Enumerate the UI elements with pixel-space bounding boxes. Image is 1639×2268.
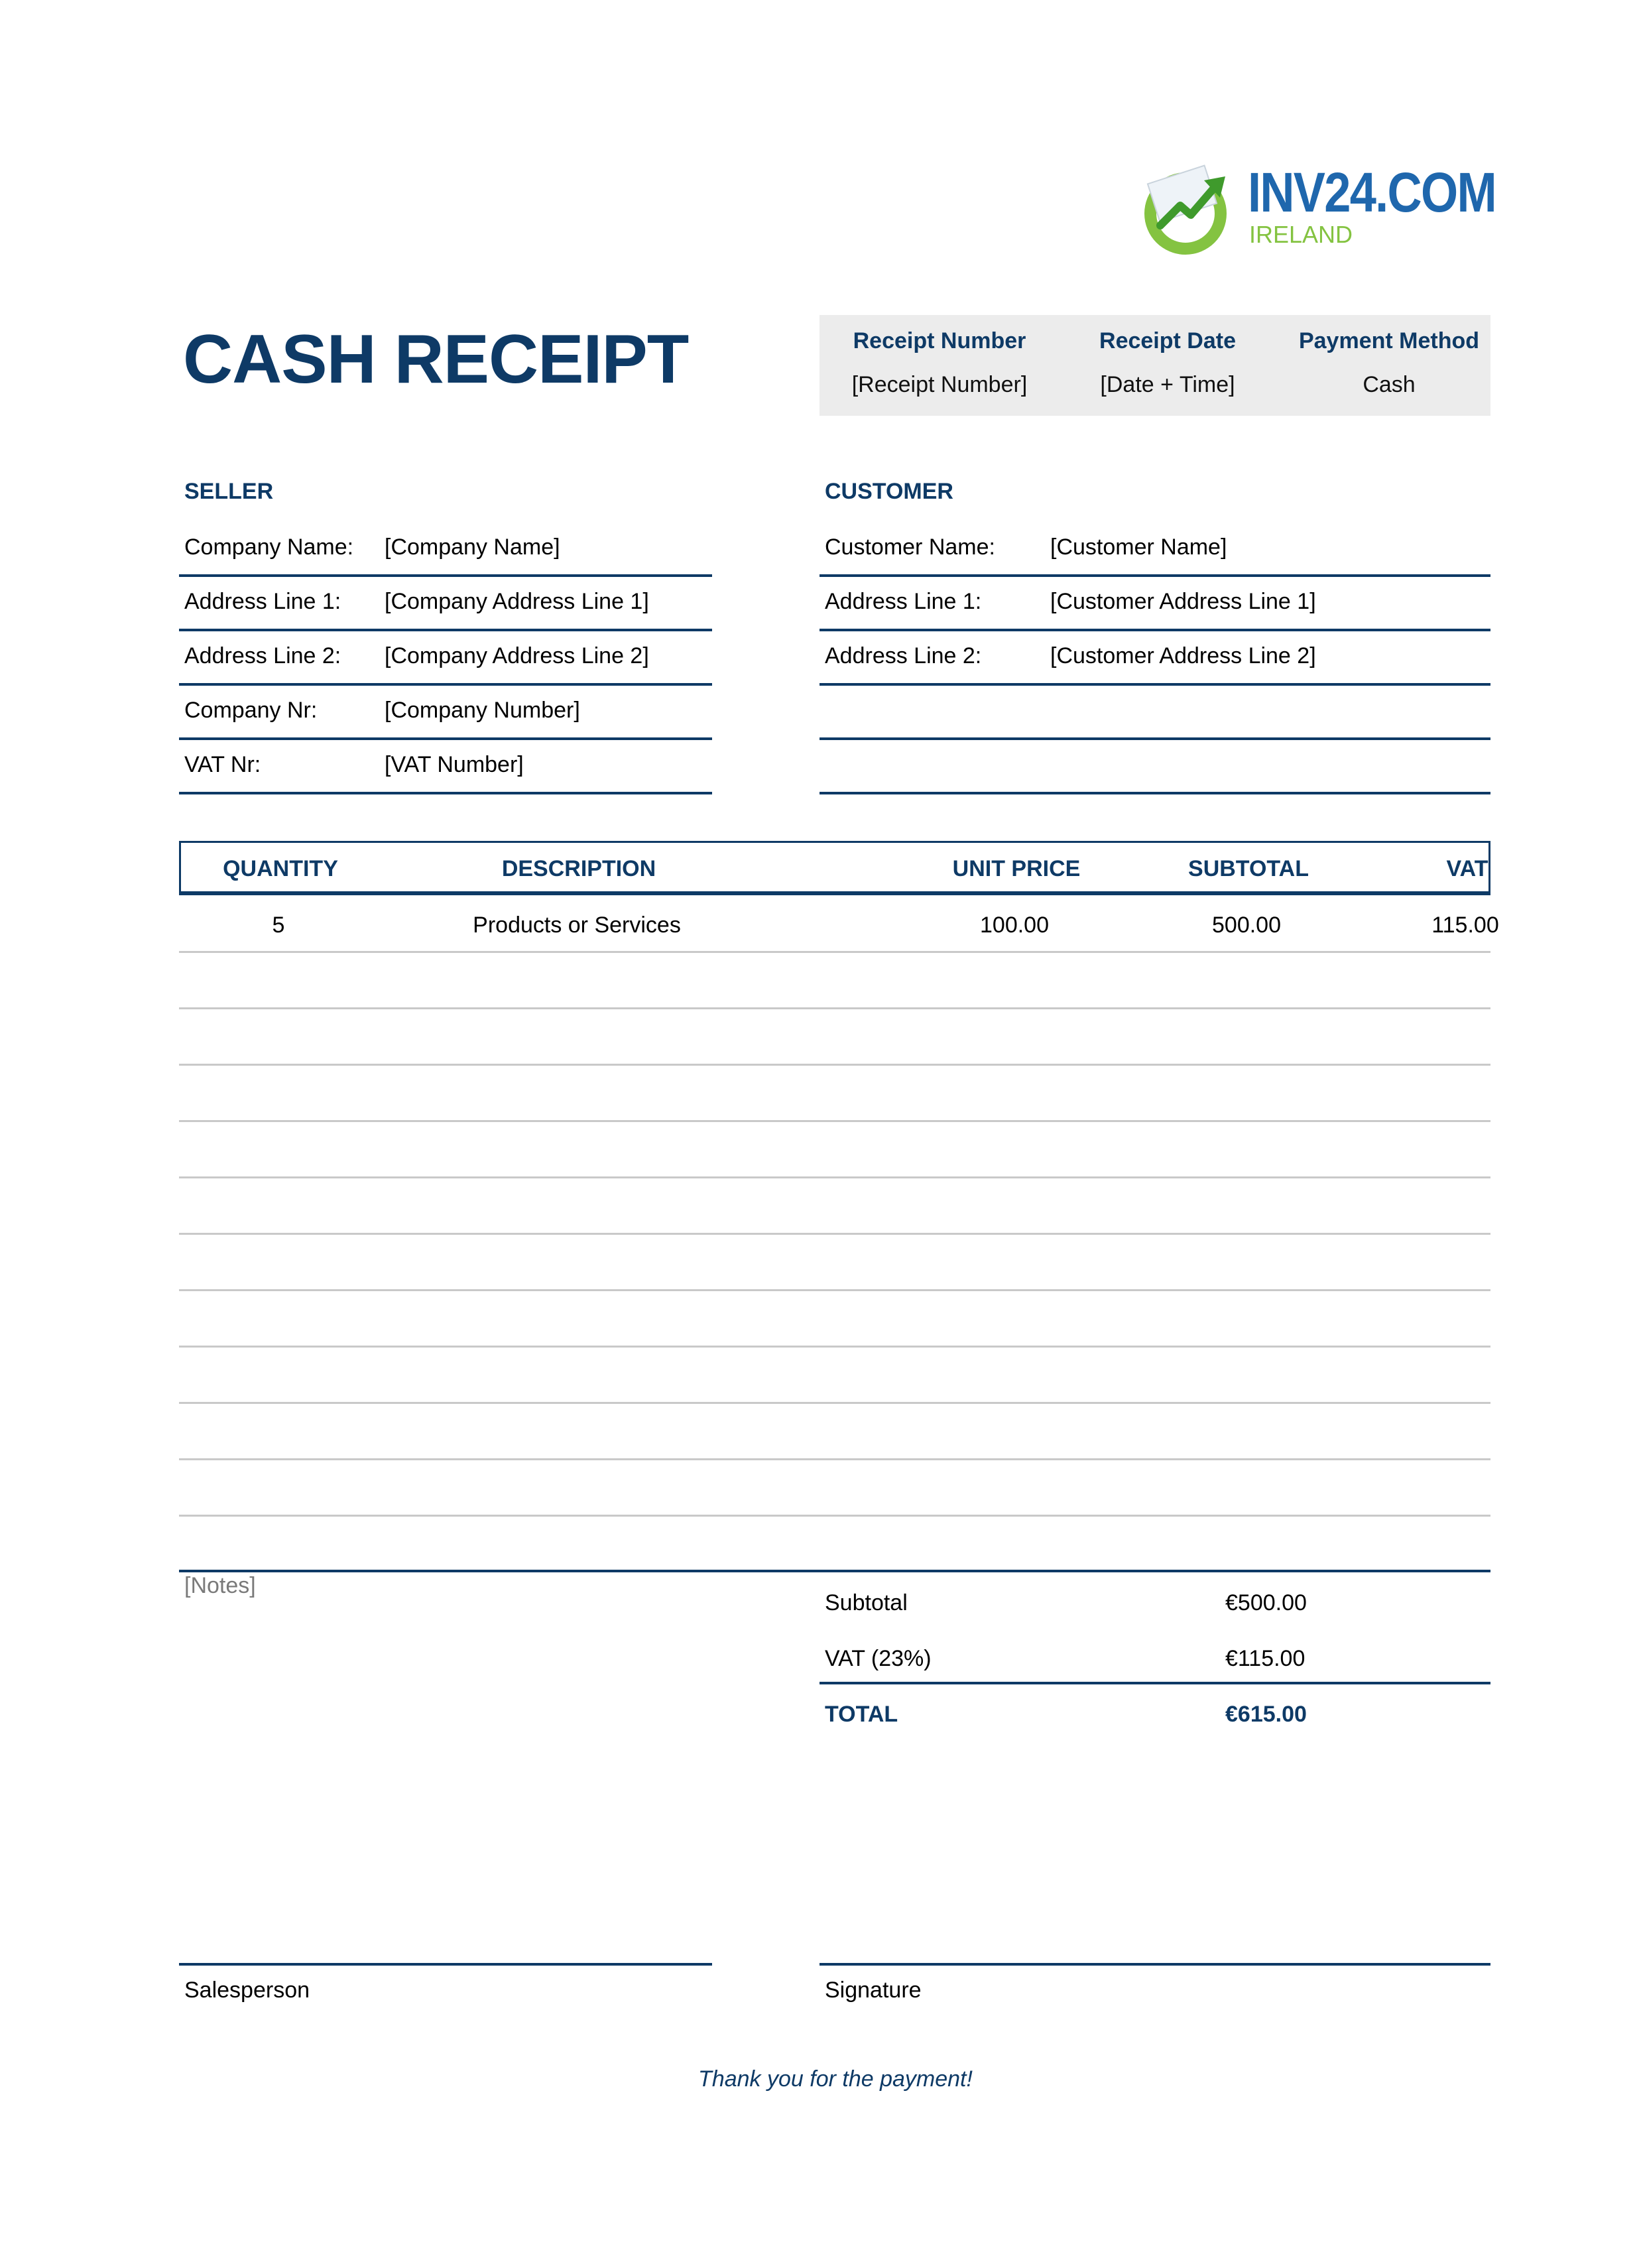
seller-rule: [179, 574, 712, 577]
table-row-divider: [179, 1515, 1490, 1517]
totals-rule: [820, 1682, 1490, 1684]
table-row-divider: [179, 1289, 1490, 1291]
subtotal-value: €500.00: [1225, 1590, 1307, 1615]
thank-you-note: Thank you for the payment!: [698, 2066, 973, 2092]
salesperson-signature-line: [179, 1963, 712, 1966]
seller-rule: [179, 683, 712, 686]
seller-heading: SELLER: [184, 479, 274, 504]
seller-label: Address Line 1:: [184, 589, 341, 614]
items-table-header: [179, 841, 1490, 895]
seller-address-2: [Company Address Line 2]: [385, 643, 649, 668]
table-row-divider: [179, 1346, 1490, 1348]
customer-address-2: [Customer Address Line 2]: [1050, 643, 1316, 668]
column-header-subtotal: SUBTOTAL: [1188, 856, 1309, 881]
table-row-divider: [179, 951, 1490, 953]
seller-address-1: [Company Address Line 1]: [385, 589, 649, 614]
receipt-date-header: Receipt Date: [1099, 328, 1236, 353]
customer-label: Customer Name:: [825, 535, 995, 560]
customer-rule: [820, 574, 1490, 577]
customer-name: [Customer Name]: [1050, 535, 1227, 560]
table-row-divider: [179, 1402, 1490, 1404]
column-header-vat: VAT: [1446, 856, 1488, 881]
seller-rule: [179, 737, 712, 740]
logo-emblem-icon: [1138, 154, 1244, 260]
customer-heading: CUSTOMER: [825, 479, 953, 504]
logo-brand-text: INV24.COM: [1248, 161, 1496, 223]
customer-label: Address Line 2:: [825, 643, 982, 668]
receipt-number-header: Receipt Number: [853, 328, 1026, 353]
table-bottom-rule: [179, 1570, 1490, 1572]
receipt-meta-box: [820, 315, 1490, 416]
table-row-divider: [179, 1120, 1490, 1122]
seller-company-number: [Company Number]: [385, 698, 580, 723]
table-row-divider: [179, 1064, 1490, 1066]
logo-region-text: IRELAND: [1249, 221, 1353, 248]
page-title: CASH RECEIPT: [183, 321, 689, 398]
vat-label: VAT (23%): [825, 1646, 932, 1671]
receipt-number-value: [Receipt Number]: [851, 372, 1028, 397]
column-header-unit-price: UNIT PRICE: [952, 856, 1081, 881]
seller-label: Company Name:: [184, 535, 354, 560]
seller-rule: [179, 792, 712, 794]
seller-label: VAT Nr:: [184, 752, 261, 777]
total-value: €615.00: [1225, 1702, 1307, 1727]
total-label: TOTAL: [825, 1702, 898, 1727]
item-quantity: 5: [272, 913, 285, 938]
table-row-divider: [179, 1007, 1490, 1009]
customer-rule: [820, 792, 1490, 794]
seller-label: Address Line 2:: [184, 643, 341, 668]
table-row-divider: [179, 1458, 1490, 1460]
column-header-quantity: QUANTITY: [223, 856, 338, 881]
customer-rule: [820, 737, 1490, 740]
seller-label: Company Nr:: [184, 698, 318, 723]
seller-company-name: [Company Name]: [385, 535, 560, 560]
customer-label: Address Line 1:: [825, 589, 982, 614]
column-header-description: DESCRIPTION: [501, 856, 656, 881]
item-subtotal: 500.00: [1212, 913, 1281, 938]
table-row-divider: [179, 1176, 1490, 1178]
item-description: Products or Services: [473, 913, 681, 938]
seller-rule: [179, 629, 712, 631]
signature-label: Signature: [825, 1978, 922, 2003]
customer-rule: [820, 629, 1490, 631]
item-unit-price: 100.00: [980, 913, 1049, 938]
customer-address-1: [Customer Address Line 1]: [1050, 589, 1316, 614]
payment-method-value: Cash: [1363, 372, 1416, 397]
customer-signature-line: [820, 1963, 1490, 1966]
payment-method-header: Payment Method: [1298, 328, 1480, 353]
receipt-date-value: [Date + Time]: [1100, 372, 1235, 397]
customer-rule: [820, 683, 1490, 686]
item-vat: 115.00: [1431, 913, 1499, 938]
vat-value: €115.00: [1225, 1646, 1305, 1671]
subtotal-label: Subtotal: [825, 1590, 908, 1615]
salesperson-label: Salesperson: [184, 1978, 310, 2003]
table-row-divider: [179, 1233, 1490, 1235]
notes-field: [Notes]: [184, 1573, 256, 1598]
seller-vat-number: [VAT Number]: [385, 752, 524, 777]
